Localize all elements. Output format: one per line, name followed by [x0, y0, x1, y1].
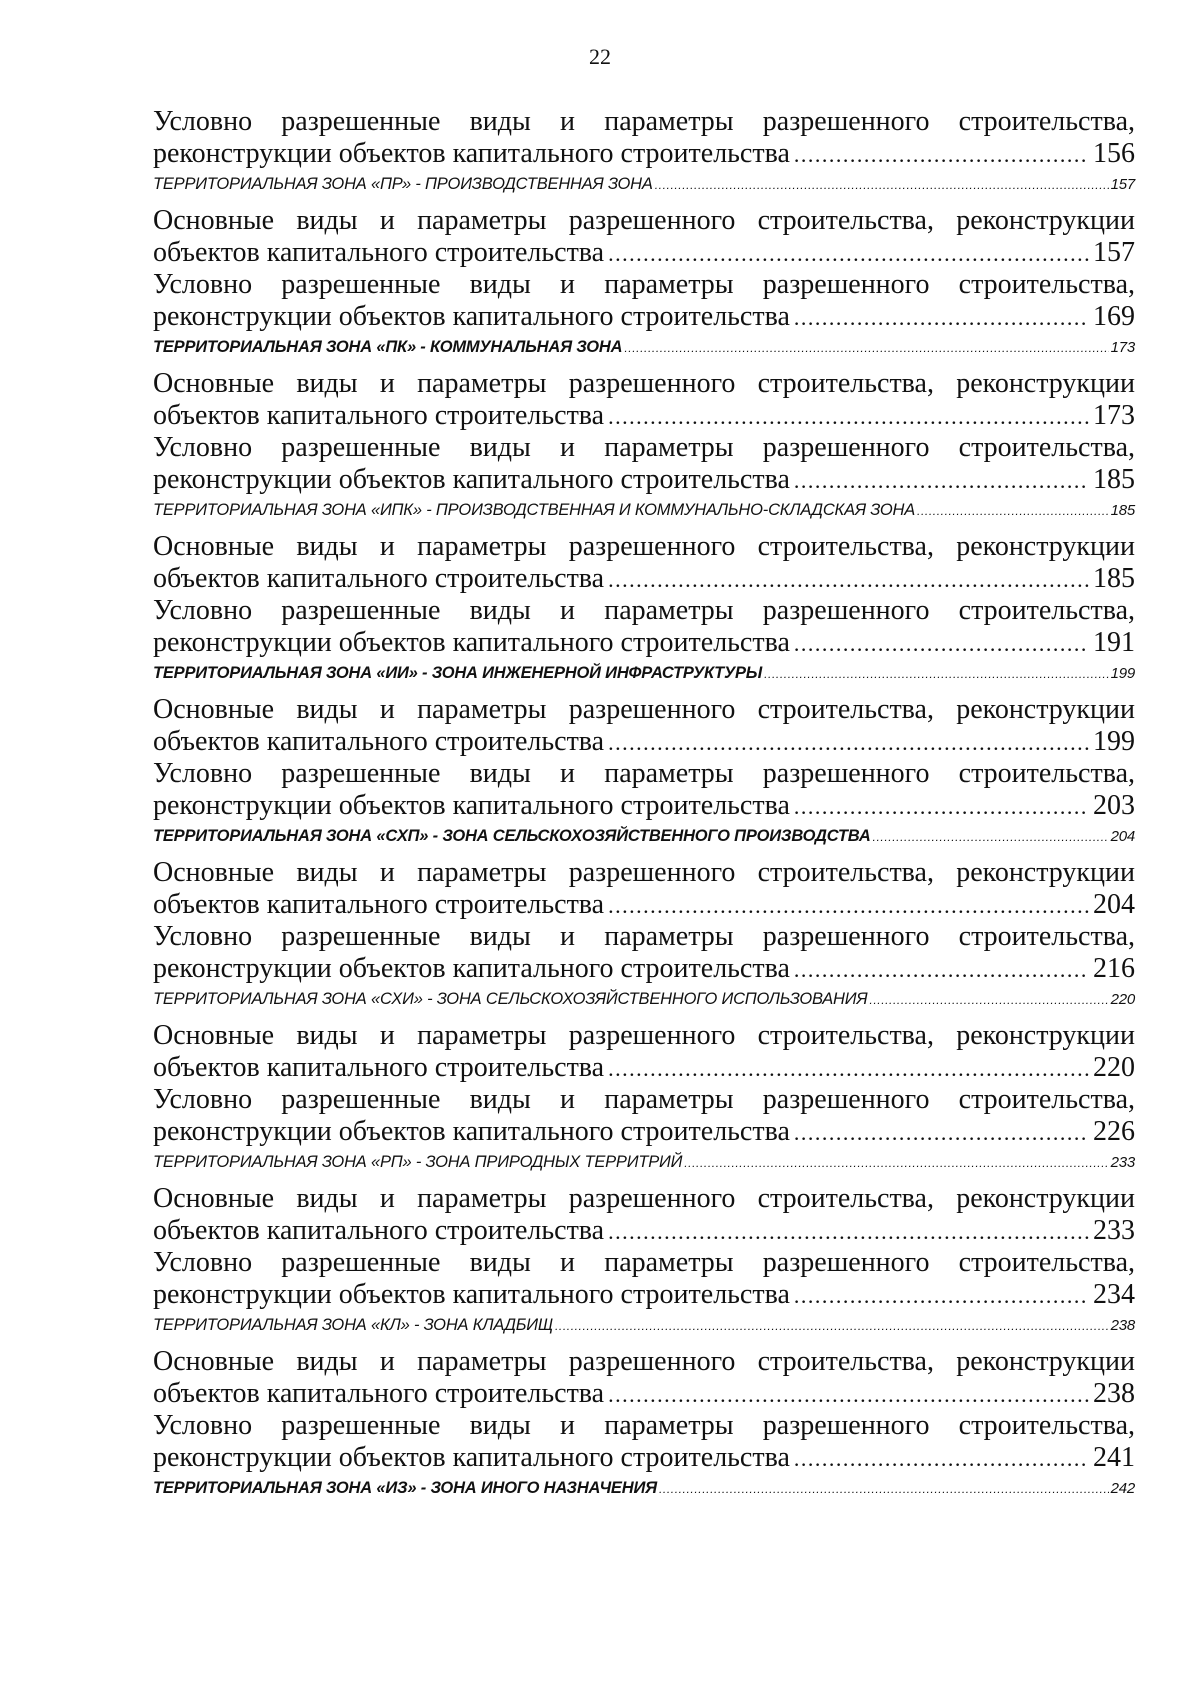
entry-line-1: Условно разрешенные виды и параметры разрешенного строительства, — [153, 595, 1135, 626]
entry-line-2-text: реконструкции объектов капитального строительства — [153, 627, 790, 658]
entry-line-1: Условно разрешенные виды и параметры разрешенного строительства, — [153, 758, 1135, 789]
dot-leader — [794, 628, 1089, 660]
dot-leader — [794, 139, 1089, 171]
entry-line-2 — [153, 138, 1135, 170]
entry-line-1: Условно разрешенные виды и параметры разрешенного строительства, — [153, 1410, 1135, 1441]
entry-line-2-text: реконструкции объектов капитального строительства — [153, 1279, 790, 1310]
entry-line-2-text: реконструкции объектов капитального строительства — [153, 790, 790, 821]
dot-leader — [794, 302, 1089, 334]
entry-line-2-text: объектов капитального строительства — [153, 726, 605, 757]
dot-leader — [684, 1156, 1108, 1170]
entry-line-2 — [153, 1279, 1135, 1311]
zone-page-number: 157 — [1110, 176, 1135, 193]
entry-page-number: 233 — [1093, 1215, 1135, 1246]
entry-line-2-text: реконструкции объектов капитального строительства — [153, 1442, 790, 1473]
entry-page-number: 157 — [1093, 237, 1135, 268]
dot-leader — [608, 727, 1089, 759]
entry-line-2 — [153, 790, 1135, 822]
page-number: 22 — [589, 44, 611, 69]
entry-line-1: Основные виды и параметры разрешенного строительства, реконструкции — [153, 694, 1135, 725]
entry-page-number: 226 — [1093, 1116, 1135, 1147]
toc-entry[interactable] — [153, 368, 1135, 432]
entry-line-2-text: реконструкции объектов капитального строительства — [153, 301, 790, 332]
toc-entry[interactable] — [153, 1084, 1135, 1148]
entry-line-2 — [153, 563, 1135, 595]
toc-entry[interactable] — [153, 921, 1135, 985]
zone-page-number: 204 — [1110, 828, 1135, 845]
entry-line-1: Условно разрешенные виды и параметры разрешенного строительства, — [153, 432, 1135, 463]
entry-line-2-text: объектов капитального строительства — [153, 889, 605, 920]
dot-leader — [624, 341, 1108, 355]
entry-line-2-text: реконструкции объектов капитального строительства — [153, 953, 790, 984]
dot-leader — [608, 1216, 1089, 1248]
entry-page-number: 156 — [1093, 138, 1135, 169]
toc-zone-heading[interactable] — [153, 659, 1135, 694]
entry-line-2 — [153, 889, 1135, 921]
zone-page-number: 220 — [1110, 991, 1135, 1008]
toc-entry[interactable] — [153, 205, 1135, 269]
toc-zone-heading[interactable] — [153, 1311, 1135, 1346]
entry-line-1: Основные виды и параметры разрешенного строительства, реконструкции — [153, 1346, 1135, 1377]
dot-leader — [608, 1379, 1089, 1411]
zone-page-number: 238 — [1110, 1317, 1135, 1334]
entry-page-number: 173 — [1093, 400, 1135, 431]
zone-heading-text: ТЕРРИТОРИАЛЬНАЯ ЗОНА «РП» - ЗОНА ПРИРОДНЫХ ТЕРРИТРИЙ — [153, 1153, 683, 1171]
entry-page-number: 204 — [1093, 889, 1135, 920]
toc-entry[interactable] — [153, 432, 1135, 496]
dot-leader — [794, 791, 1089, 823]
dot-leader — [608, 890, 1089, 922]
zone-heading-text: ТЕРРИТОРИАЛЬНАЯ ЗОНА «СХИ» - ЗОНА СЕЛЬСКОХОЗЯЙСТВЕННОГО ИСПОЛЬЗОВАНИЯ — [153, 990, 868, 1008]
dot-leader — [608, 564, 1089, 596]
zone-heading-text: ТЕРРИТОРИАЛЬНАЯ ЗОНА «ИЗ» - ЗОНА ИНОГО НАЗНАЧЕНИЯ — [153, 1479, 657, 1497]
entry-line-1: Условно разрешенные виды и параметры разрешенного строительства, — [153, 106, 1135, 137]
zone-page-number: 199 — [1110, 665, 1135, 682]
toc-entry[interactable] — [153, 531, 1135, 595]
toc-entry[interactable] — [153, 857, 1135, 921]
dot-leader — [608, 238, 1089, 270]
zone-heading-text: ТЕРРИТОРИАЛЬНАЯ ЗОНА «ПК» - КОММУНАЛЬНАЯ ЗОНА — [153, 338, 623, 356]
dot-leader — [794, 1443, 1089, 1475]
entry-line-1: Условно разрешенные виды и параметры разрешенного строительства, — [153, 1247, 1135, 1278]
toc-entry[interactable] — [153, 1346, 1135, 1410]
dot-leader — [873, 830, 1109, 844]
entry-line-2 — [153, 1116, 1135, 1148]
toc-zone-heading[interactable] — [153, 822, 1135, 857]
entry-line-1: Основные виды и параметры разрешенного строительства, реконструкции — [153, 857, 1135, 888]
entry-line-2 — [153, 400, 1135, 432]
dot-leader — [608, 1053, 1089, 1085]
zone-heading-text: ТЕРРИТОРИАЛЬНАЯ ЗОНА «ПР» - ПРОИЗВОДСТВЕННАЯ ЗОНА — [153, 175, 653, 193]
entry-line-1: Условно разрешенные виды и параметры разрешенного строительства, — [153, 921, 1135, 952]
toc-entry[interactable] — [153, 758, 1135, 822]
zone-page-number: 173 — [1110, 339, 1135, 356]
entry-line-2 — [153, 301, 1135, 333]
table-of-contents — [153, 106, 1135, 1509]
entry-line-2-text: объектов капитального строительства — [153, 237, 605, 268]
entry-line-2-text: реконструкции объектов капитального строительства — [153, 138, 790, 169]
entry-line-2 — [153, 237, 1135, 269]
entry-page-number: 203 — [1093, 790, 1135, 821]
entry-line-2 — [153, 726, 1135, 758]
dot-leader — [794, 465, 1089, 497]
entry-line-2-text: объектов капитального строительства — [153, 563, 605, 594]
toc-entry[interactable] — [153, 106, 1135, 170]
entry-page-number: 185 — [1093, 464, 1135, 495]
entry-line-1: Основные виды и параметры разрешенного строительства, реконструкции — [153, 1020, 1135, 1051]
toc-entry[interactable] — [153, 1247, 1135, 1311]
entry-line-2-text: объектов капитального строительства — [153, 400, 605, 431]
entry-line-1: Основные виды и параметры разрешенного строительства, реконструкции — [153, 1183, 1135, 1214]
entry-page-number: 234 — [1093, 1279, 1135, 1310]
entry-line-1: Условно разрешенные виды и параметры разрешенного строительства, — [153, 1084, 1135, 1115]
toc-entry[interactable] — [153, 1020, 1135, 1084]
entry-line-2 — [153, 1215, 1135, 1247]
entry-page-number: 216 — [1093, 953, 1135, 984]
toc-entry[interactable] — [153, 1410, 1135, 1474]
zone-heading-text: ТЕРРИТОРИАЛЬНАЯ ЗОНА «ИИ» - ЗОНА ИНЖЕНЕРНОЙ ИНФРАСТРУКТУРЫ — [153, 664, 763, 682]
toc-entry[interactable] — [153, 694, 1135, 758]
dot-leader — [794, 954, 1089, 986]
dot-leader — [764, 667, 1108, 681]
zone-page-number: 242 — [1110, 1480, 1135, 1497]
dot-leader — [555, 1319, 1109, 1333]
entry-line-2-text: реконструкции объектов капитального строительства — [153, 1116, 790, 1147]
entry-line-2-text: объектов капитального строительства — [153, 1215, 605, 1246]
entry-page-number: 199 — [1093, 726, 1135, 757]
entry-page-number: 241 — [1093, 1442, 1135, 1473]
entry-line-1: Условно разрешенные виды и параметры разрешенного строительства, — [153, 269, 1135, 300]
entry-line-1: Основные виды и параметры разрешенного строительства, реконструкции — [153, 368, 1135, 399]
zone-heading-text: ТЕРРИТОРИАЛЬНАЯ ЗОНА «ИПК» - ПРОИЗВОДСТВЕННАЯ И КОММУНАЛЬНО-СКЛАДСКАЯ ЗОНА — [153, 501, 916, 519]
entry-page-number: 238 — [1093, 1378, 1135, 1409]
dot-leader — [869, 993, 1108, 1007]
toc-entry[interactable] — [153, 595, 1135, 659]
toc-zone-heading[interactable] — [153, 1474, 1135, 1509]
toc-zone-heading[interactable] — [153, 333, 1135, 368]
entry-line-2-text: реконструкции объектов капитального строительства — [153, 464, 790, 495]
toc-zone-heading[interactable] — [153, 1148, 1135, 1183]
entry-line-2 — [153, 1442, 1135, 1474]
toc-zone-heading[interactable] — [153, 496, 1135, 531]
entry-line-2 — [153, 1378, 1135, 1410]
entry-line-1: Основные виды и параметры разрешенного строительства, реконструкции — [153, 205, 1135, 236]
dot-leader — [659, 1482, 1109, 1496]
zone-heading-text: ТЕРРИТОРИАЛЬНАЯ ЗОНА «КЛ» - ЗОНА КЛАДБИЩ — [153, 1316, 553, 1334]
entry-line-2-text: объектов капитального строительства — [153, 1378, 605, 1409]
dot-leader — [917, 504, 1109, 518]
dot-leader — [794, 1280, 1089, 1312]
entry-page-number: 220 — [1093, 1052, 1135, 1083]
entry-line-1: Основные виды и параметры разрешенного строительства, реконструкции — [153, 531, 1135, 562]
entry-line-2 — [153, 464, 1135, 496]
entry-line-2 — [153, 1052, 1135, 1084]
toc-entry[interactable] — [153, 1183, 1135, 1247]
dot-leader — [794, 1117, 1089, 1149]
entry-page-number: 191 — [1093, 627, 1135, 658]
entry-page-number: 185 — [1093, 563, 1135, 594]
zone-heading-text: ТЕРРИТОРИАЛЬНАЯ ЗОНА «СХП» - ЗОНА СЕЛЬСКОХОЗЯЙСТВЕННОГО ПРОИЗВОДСТВА — [153, 827, 871, 845]
zone-page-number: 185 — [1110, 502, 1135, 519]
entry-line-2-text: объектов капитального строительства — [153, 1052, 605, 1083]
toc-zone-heading[interactable] — [153, 985, 1135, 1020]
entry-line-2 — [153, 953, 1135, 985]
toc-zone-heading[interactable] — [153, 170, 1135, 205]
dot-leader — [655, 178, 1109, 192]
zone-page-number: 233 — [1110, 1154, 1135, 1171]
entry-line-2 — [153, 627, 1135, 659]
toc-entry[interactable] — [153, 269, 1135, 333]
entry-page-number: 169 — [1093, 301, 1135, 332]
dot-leader — [608, 401, 1089, 433]
